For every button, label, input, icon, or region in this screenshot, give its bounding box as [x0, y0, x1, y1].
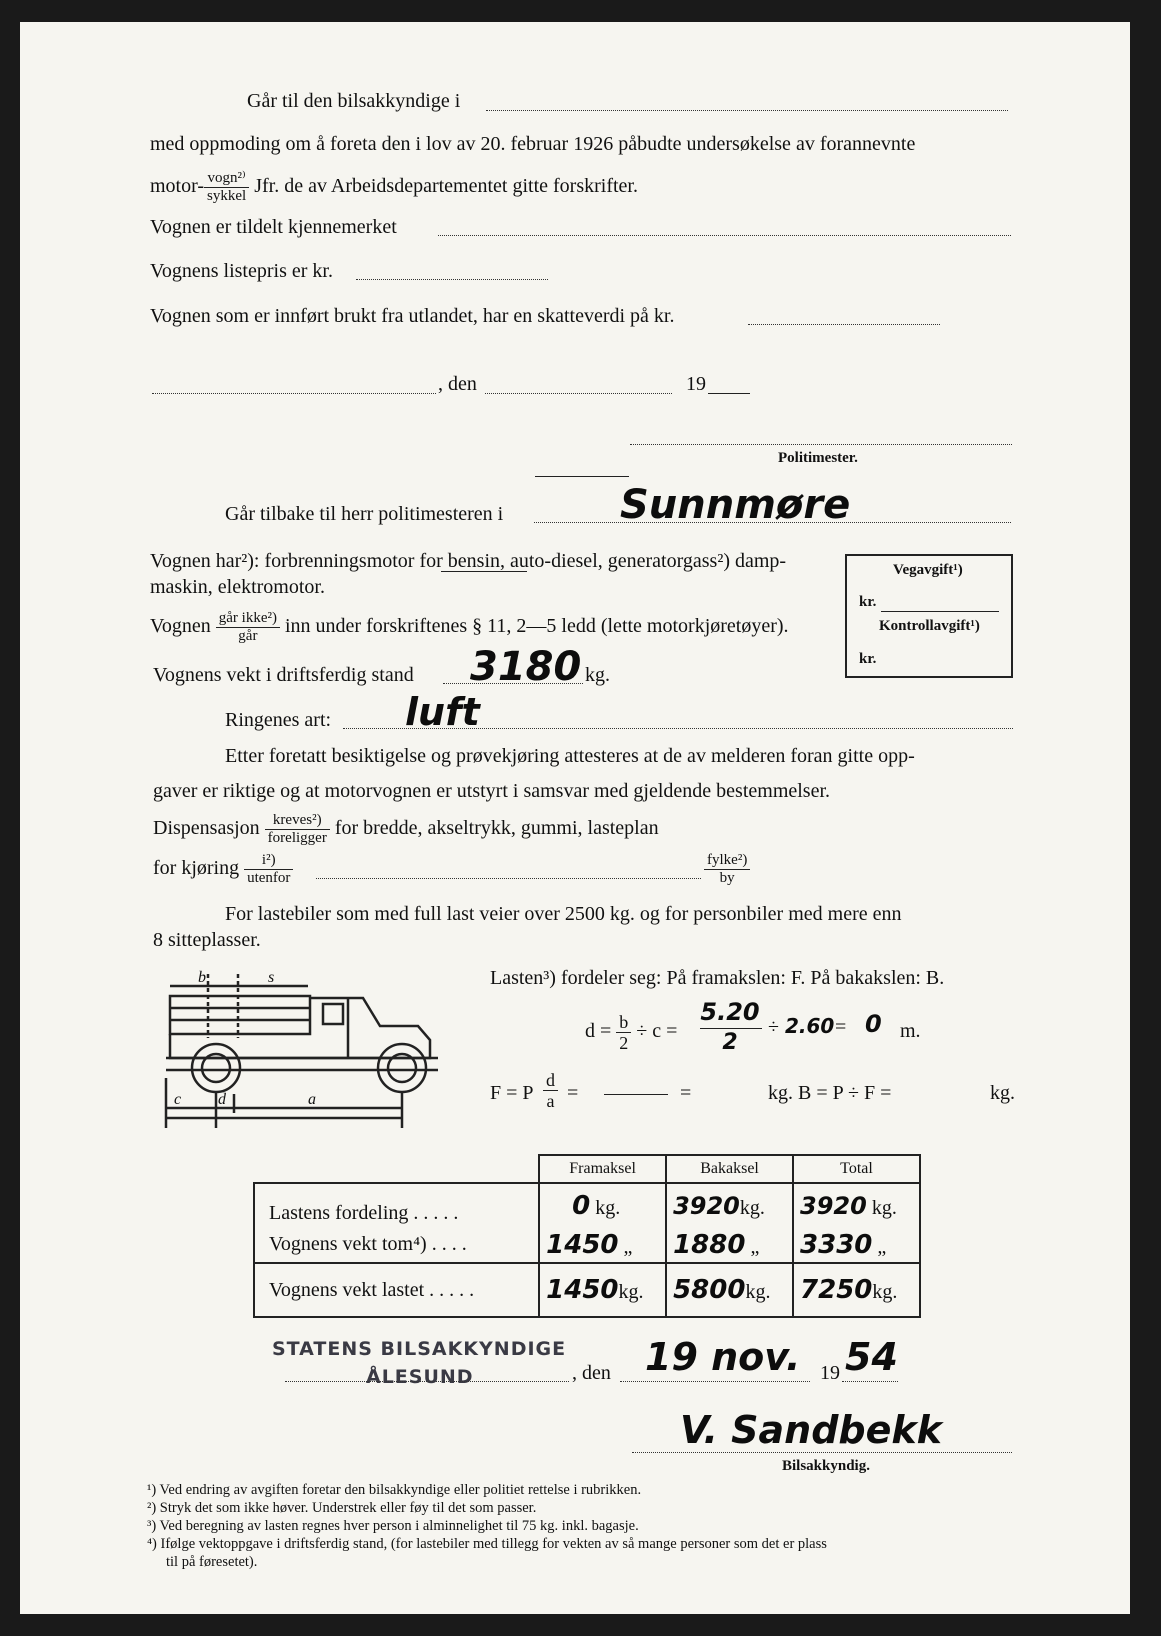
bilsakkyndig-location-field[interactable] — [486, 110, 1008, 111]
weight-value: 3180 — [470, 644, 582, 690]
lette-suffix: inn under forskriftenes § 11, 2—5 ledd (lette motorkjøretøyer). — [284, 615, 789, 638]
kjoring-prefix: for kjøring — [153, 857, 240, 880]
written-c: 2.60 — [785, 1014, 835, 1038]
dispensation-frac-top: kreves²) — [265, 812, 330, 830]
unit-total: kg. — [871, 1196, 897, 1219]
row-label: Lastens fordeling . . . . . — [254, 1183, 539, 1227]
fees-box — [845, 554, 1013, 678]
cell-bak[interactable] — [666, 1183, 793, 1227]
formula-kg: kg. — [990, 1082, 1015, 1104]
written-b-bottom: 2 — [722, 1030, 738, 1055]
lette-fraction — [216, 610, 280, 645]
row-label: Vognens vekt lastet . . . . . — [254, 1263, 539, 1317]
attest-line1: Etter foretatt besiktigelse og prøvekjøring attesteres at de av melderen foran gitte opp- — [225, 745, 915, 767]
table-row — [254, 1183, 920, 1227]
dispensation-prefix: Dispensasjon — [153, 817, 260, 840]
place-field[interactable] — [152, 393, 436, 394]
unit-fram: „ — [623, 1235, 633, 1258]
fylke-frac-top: fylke²) — [704, 852, 750, 870]
formula-eq: = — [567, 1082, 579, 1104]
kjoring-frac-bottom: utenfor — [247, 870, 291, 886]
value-total: 3920 — [800, 1191, 867, 1220]
closing-date-written: 19 nov. — [645, 1335, 801, 1379]
cell-total[interactable] — [793, 1227, 920, 1263]
cell-fram[interactable] — [539, 1183, 666, 1227]
unit-m: m. — [900, 1020, 921, 1042]
header-total: Total — [793, 1155, 920, 1183]
value-total: 7250 — [800, 1275, 873, 1305]
formula-da-wrap — [543, 1070, 558, 1111]
skatteverdi-label: Vognen som er innført brukt fra utlandet, har en skatteverdi på kr. — [150, 305, 675, 327]
formula-d-prefix: d = — [585, 1020, 612, 1043]
formula-F-label: F = P — [490, 1082, 534, 1104]
diagram-label-c: c — [174, 1091, 182, 1108]
unit-bak: „ — [750, 1235, 760, 1258]
lette-frac-bottom: går — [238, 628, 258, 644]
value-bak: 5800 — [673, 1275, 746, 1305]
formula-da-fraction — [543, 1070, 558, 1111]
truck-diagram — [158, 968, 458, 1140]
kjennemerke-label: Vognen er tildelt kjennemerket — [150, 216, 397, 238]
stamp-line2: ÅLESUND — [366, 1366, 474, 1388]
formula-b2-top: b — [616, 1012, 631, 1033]
kjoring-field[interactable] — [316, 878, 701, 879]
diagram-label-d: d — [218, 1091, 226, 1108]
diagram-label-a: a — [308, 1091, 316, 1108]
header-bakaksel: Bakaksel — [666, 1155, 793, 1183]
row-label: Vognens vekt tom⁴) . . . . — [254, 1227, 539, 1263]
trucks-line2: 8 sitteplasser. — [153, 929, 261, 951]
trucks-line1: For lastebiler som med full last veier over 2500 kg. og for personbiler med mere enn — [225, 903, 902, 925]
intro-line2: med oppmoding om å foreta den i lov av 20. februar 1926 påbudte undersøkelse av forannevnte — [150, 133, 916, 155]
lette-line — [150, 610, 789, 645]
vegavgift-field[interactable] — [881, 611, 999, 612]
dispensation-suffix: for bredde, akseltrykk, gummi, lasteplan — [334, 817, 659, 840]
dispensation-line — [153, 812, 659, 847]
table-header-row — [254, 1155, 920, 1183]
motor-prefix: motor- — [150, 175, 205, 198]
listepris-label: Vognens listepris er kr. — [150, 260, 333, 282]
header-framaksel: Framaksel — [539, 1155, 666, 1183]
kjennemerke-field[interactable] — [438, 235, 1011, 236]
return-value: Sunnmøre — [620, 482, 851, 528]
unit-fram: kg. — [595, 1196, 621, 1219]
den-label: , den — [438, 373, 477, 395]
closing-year-field[interactable] — [842, 1381, 898, 1382]
unit-total: kg. — [872, 1281, 898, 1303]
cell-fram[interactable] — [539, 1227, 666, 1263]
vegavgift-label: Vegavgift¹) — [893, 562, 963, 578]
closing-year-written: 54 — [845, 1335, 898, 1379]
written-result: 0 — [865, 1010, 882, 1038]
engine-underline — [441, 571, 527, 572]
weight-label: Vognens vekt i driftsferdig stand — [153, 664, 414, 686]
weight-unit: kg. — [585, 664, 610, 686]
closing-year-prefix: 19 — [820, 1362, 840, 1384]
date-field[interactable] — [485, 393, 672, 394]
footnote-2: ²) Stryk det som ikke høver. Understrek eller føy til det som passer. — [147, 1500, 537, 1516]
formula-B: kg. B = P ÷ F = — [768, 1082, 892, 1104]
fylke-fraction — [704, 852, 750, 887]
motor-line — [150, 170, 638, 205]
year-field[interactable] — [708, 393, 750, 394]
closing-den-label: , den — [572, 1362, 611, 1384]
written-fraction-bar — [700, 1028, 762, 1029]
formula-da-top: d — [543, 1070, 558, 1091]
listepris-field[interactable] — [356, 279, 548, 280]
politimester-role: Politimester. — [778, 450, 858, 466]
kontrollavgift-label: Kontrollavgift¹) — [879, 618, 980, 634]
load-header: Lasten³) fordeler seg: På framakslen: F. På bakakslen: B. — [490, 967, 945, 989]
value-bak: 3920 — [673, 1191, 740, 1220]
kjoring-line — [153, 852, 293, 887]
attest-line2: gaver er riktige og at motorvognen er utstyrt i samsvar med gjeldende bestemmelser. — [153, 780, 831, 802]
kjoring-frac-top: i²) — [244, 852, 293, 870]
formula-blank[interactable] — [604, 1094, 668, 1095]
written-minus: ÷ — [768, 1016, 779, 1038]
dispensation-frac-bottom: foreligger — [267, 830, 327, 846]
signature: V. Sandbekk — [680, 1408, 942, 1452]
value-total: 3330 — [800, 1229, 873, 1260]
return-label: Går tilbake til herr politimesteren i — [225, 503, 504, 525]
unit-fram: kg. — [618, 1281, 644, 1303]
year-prefix: 19 — [686, 373, 706, 395]
fylke-fraction-wrap — [704, 852, 750, 887]
footnote-4: ⁴) Ifølge vektoppgave i driftsferdig stand, (for lastebiler med tillegg for vekten av så mange personer som det er plass — [147, 1536, 827, 1552]
footnote-4-cont: til på føresetet). — [166, 1554, 258, 1570]
written-eq: = — [835, 1016, 847, 1038]
formula-b2-bottom: 2 — [619, 1033, 629, 1053]
table-corner — [254, 1155, 539, 1183]
load-distribution-table — [253, 1154, 921, 1318]
unit-bak: kg. — [745, 1281, 771, 1303]
rings-value: luft — [405, 690, 480, 734]
cell-total[interactable] — [793, 1263, 920, 1317]
value-fram: 1450 — [546, 1229, 619, 1260]
cell-fram[interactable] — [539, 1263, 666, 1317]
footnote-1: ¹) Ved endring av avgiften foretar den bilsakkyndige eller politiet rettelse i rubrikken. — [147, 1482, 642, 1498]
rings-label: Ringenes art: — [225, 709, 332, 731]
kjoring-fraction — [244, 852, 293, 887]
motor-frac-top: vogn²⁾ — [204, 170, 249, 188]
separator — [535, 476, 629, 477]
diagram-label-b: b — [198, 969, 206, 986]
kontrollavgift-kr: kr. — [859, 651, 877, 667]
cell-bak[interactable] — [666, 1227, 793, 1263]
stamp-line1: STATENS BILSAKKYNDIGE — [272, 1338, 567, 1360]
vegavgift-kr: kr. — [859, 594, 877, 610]
fylke-frac-bottom: by — [719, 870, 735, 886]
table-row — [254, 1263, 920, 1317]
bilsakkyndig-role: Bilsakkyndig. — [782, 1458, 870, 1474]
formula-b2-fraction — [616, 1012, 631, 1053]
closing-date-field[interactable] — [620, 1381, 810, 1382]
bilsakkyndig-signature-field[interactable] — [632, 1452, 1012, 1453]
formula-eq2: = — [680, 1082, 692, 1104]
motor-frac-bottom: sykkel — [207, 188, 247, 204]
cell-bak[interactable] — [666, 1263, 793, 1317]
lette-prefix: Vognen — [150, 615, 211, 638]
politimester-signature-field[interactable] — [630, 444, 1012, 445]
engine-line1: Vognen har²): forbrenningsmotor for bensin, auto-diesel, generatorgass²) damp- — [150, 550, 787, 572]
cell-total[interactable] — [793, 1183, 920, 1227]
value-bak: 1880 — [673, 1229, 746, 1260]
formula-minus-c: ÷ c = — [636, 1020, 678, 1043]
intro-line1-label: Går til den bilsakkyndige i — [247, 90, 461, 112]
unit-bak: kg. — [739, 1196, 765, 1219]
formula-d-row — [585, 1012, 677, 1053]
lette-frac-top: går ikke²) — [216, 610, 280, 628]
unit-total: „ — [877, 1235, 887, 1258]
written-b-top: 5.20 — [700, 998, 760, 1026]
engine-line2: maskin, elektromotor. — [150, 576, 325, 598]
value-fram: 0 — [572, 1190, 591, 1221]
footnote-3: ³) Ved beregning av lasten regnes hver person i alminnelighet til 75 kg. inkl. bagasje. — [147, 1518, 639, 1534]
motor-suffix: Jfr. de av Arbeidsdepartementet gitte forskrifter. — [254, 175, 638, 198]
dispensation-fraction — [265, 812, 330, 847]
diagram-label-s: s — [268, 969, 275, 986]
value-fram: 1450 — [546, 1275, 619, 1305]
closing-place-field[interactable] — [285, 1381, 569, 1382]
table-row — [254, 1227, 920, 1263]
formula-da-bottom: a — [546, 1091, 555, 1111]
motor-fraction — [204, 170, 249, 205]
skatteverdi-field[interactable] — [748, 324, 940, 325]
